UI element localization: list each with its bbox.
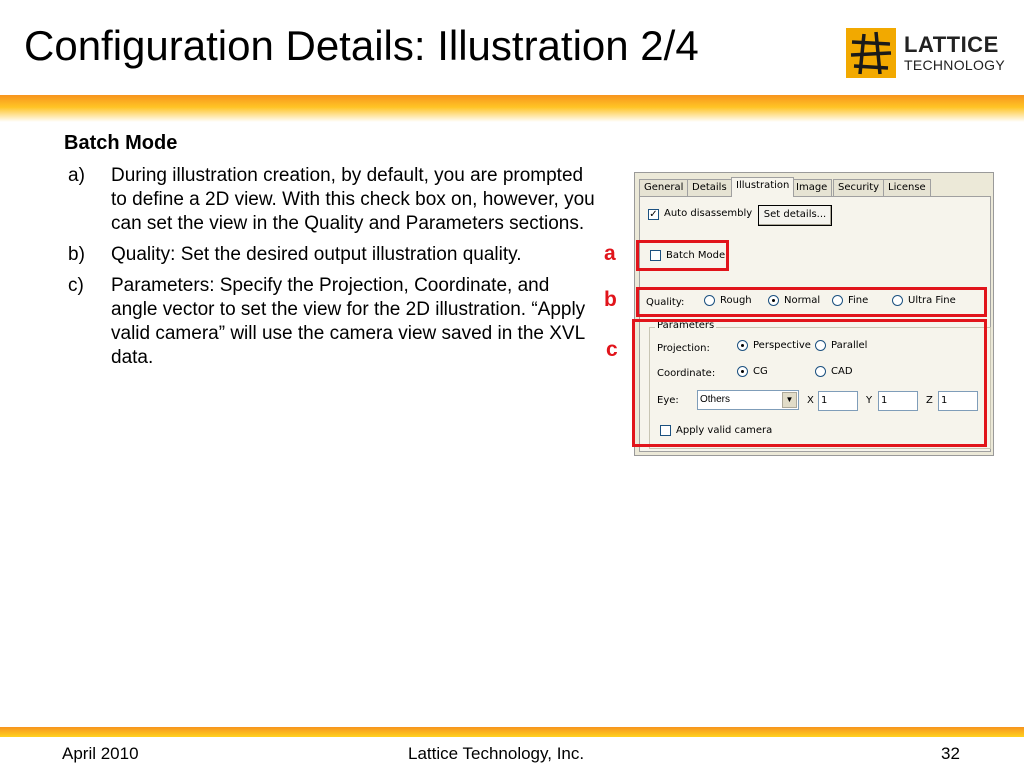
- batch-mode-label: Batch Mode: [666, 250, 726, 261]
- set-details-button[interactable]: Set details...: [758, 205, 832, 226]
- tab-image[interactable]: Image: [791, 179, 832, 196]
- projection-perspective-label: Perspective: [753, 340, 811, 351]
- list-marker: c): [68, 275, 84, 296]
- tab-illustration[interactable]: Illustration: [731, 177, 794, 197]
- highlight-box-quality: [636, 287, 987, 317]
- callout-label: c: [606, 338, 618, 361]
- quality-rough-label: Rough: [720, 295, 752, 306]
- tab-general[interactable]: General: [639, 179, 688, 196]
- slide-title: Configuration Details: Illustration 2/4: [24, 22, 699, 69]
- coordinate-cad-label: CAD: [831, 366, 853, 377]
- list-item: [68, 164, 598, 236]
- chevron-down-icon[interactable]: ▼: [782, 392, 797, 408]
- quality-label: Quality:: [646, 297, 685, 308]
- quality-normal-label: Normal: [784, 295, 821, 306]
- callout-label: b: [604, 288, 617, 311]
- tab-details[interactable]: Details: [687, 179, 732, 196]
- auto-disassembly-label: Auto disassembly: [664, 208, 753, 219]
- apply-valid-camera-label: Apply valid camera: [676, 425, 773, 436]
- footer-company: Lattice Technology, Inc.: [408, 744, 585, 763]
- quality-ultra-fine-label: Ultra Fine: [908, 295, 956, 306]
- eye-y-label: Y: [866, 395, 873, 406]
- tab-security[interactable]: Security: [833, 179, 884, 196]
- highlight-box-parameters: [632, 319, 987, 447]
- page-number: 32: [941, 744, 960, 763]
- coordinate-cg-label: CG: [753, 366, 768, 377]
- projection-label: Projection:: [657, 343, 710, 354]
- eye-y-field[interactable]: 1: [878, 391, 918, 411]
- callout-label: a: [604, 242, 616, 265]
- lattice-grid-icon: [846, 28, 896, 78]
- section-heading: Batch Mode: [64, 132, 178, 154]
- coordinate-label: Coordinate:: [657, 368, 716, 379]
- quality-fine-label: Fine: [848, 295, 869, 306]
- footer-date: April 2010: [62, 744, 139, 763]
- list-item: [68, 274, 598, 370]
- list-marker: a): [68, 165, 85, 186]
- eye-label: Eye:: [657, 395, 679, 406]
- highlight-box-batch-mode: [636, 240, 729, 271]
- description-list: [68, 164, 598, 377]
- list-item-text: Parameters: Specify the Projection, Coordinate, and angle vector to set the view for the 2D illustration. “Apply valid camera” will use the camera view saved in the XVL data.: [111, 275, 586, 368]
- eye-z-label: Z: [926, 395, 933, 406]
- header-gradient-bar: [0, 95, 1024, 122]
- logo-subtitle: TECHNOLOGY: [904, 57, 1006, 73]
- lattice-logo: [846, 28, 1006, 78]
- list-item-text: During illustration creation, by default, you are prompted to define a 2D view. With this check box on, however, you can set the view in the Quality and Parameters sections.: [111, 165, 595, 234]
- logo-name: LATTICE: [904, 32, 999, 57]
- projection-parallel-label: Parallel: [831, 340, 868, 351]
- footer-gradient-bar: [0, 727, 1024, 737]
- eye-z-field[interactable]: 1: [938, 391, 978, 411]
- tab-license[interactable]: License: [883, 179, 931, 196]
- eye-x-label: X: [807, 395, 814, 406]
- list-item: [68, 243, 598, 267]
- auto-disassembly-checkbox[interactable]: ✓: [649, 209, 658, 220]
- parameters-legend: Parameters: [657, 320, 715, 331]
- eye-select-value: Others: [700, 394, 731, 405]
- list-marker: b): [68, 244, 85, 265]
- list-item-text: Quality: Set the desired output illustration quality.: [111, 244, 522, 265]
- eye-x-field[interactable]: 1: [818, 391, 858, 411]
